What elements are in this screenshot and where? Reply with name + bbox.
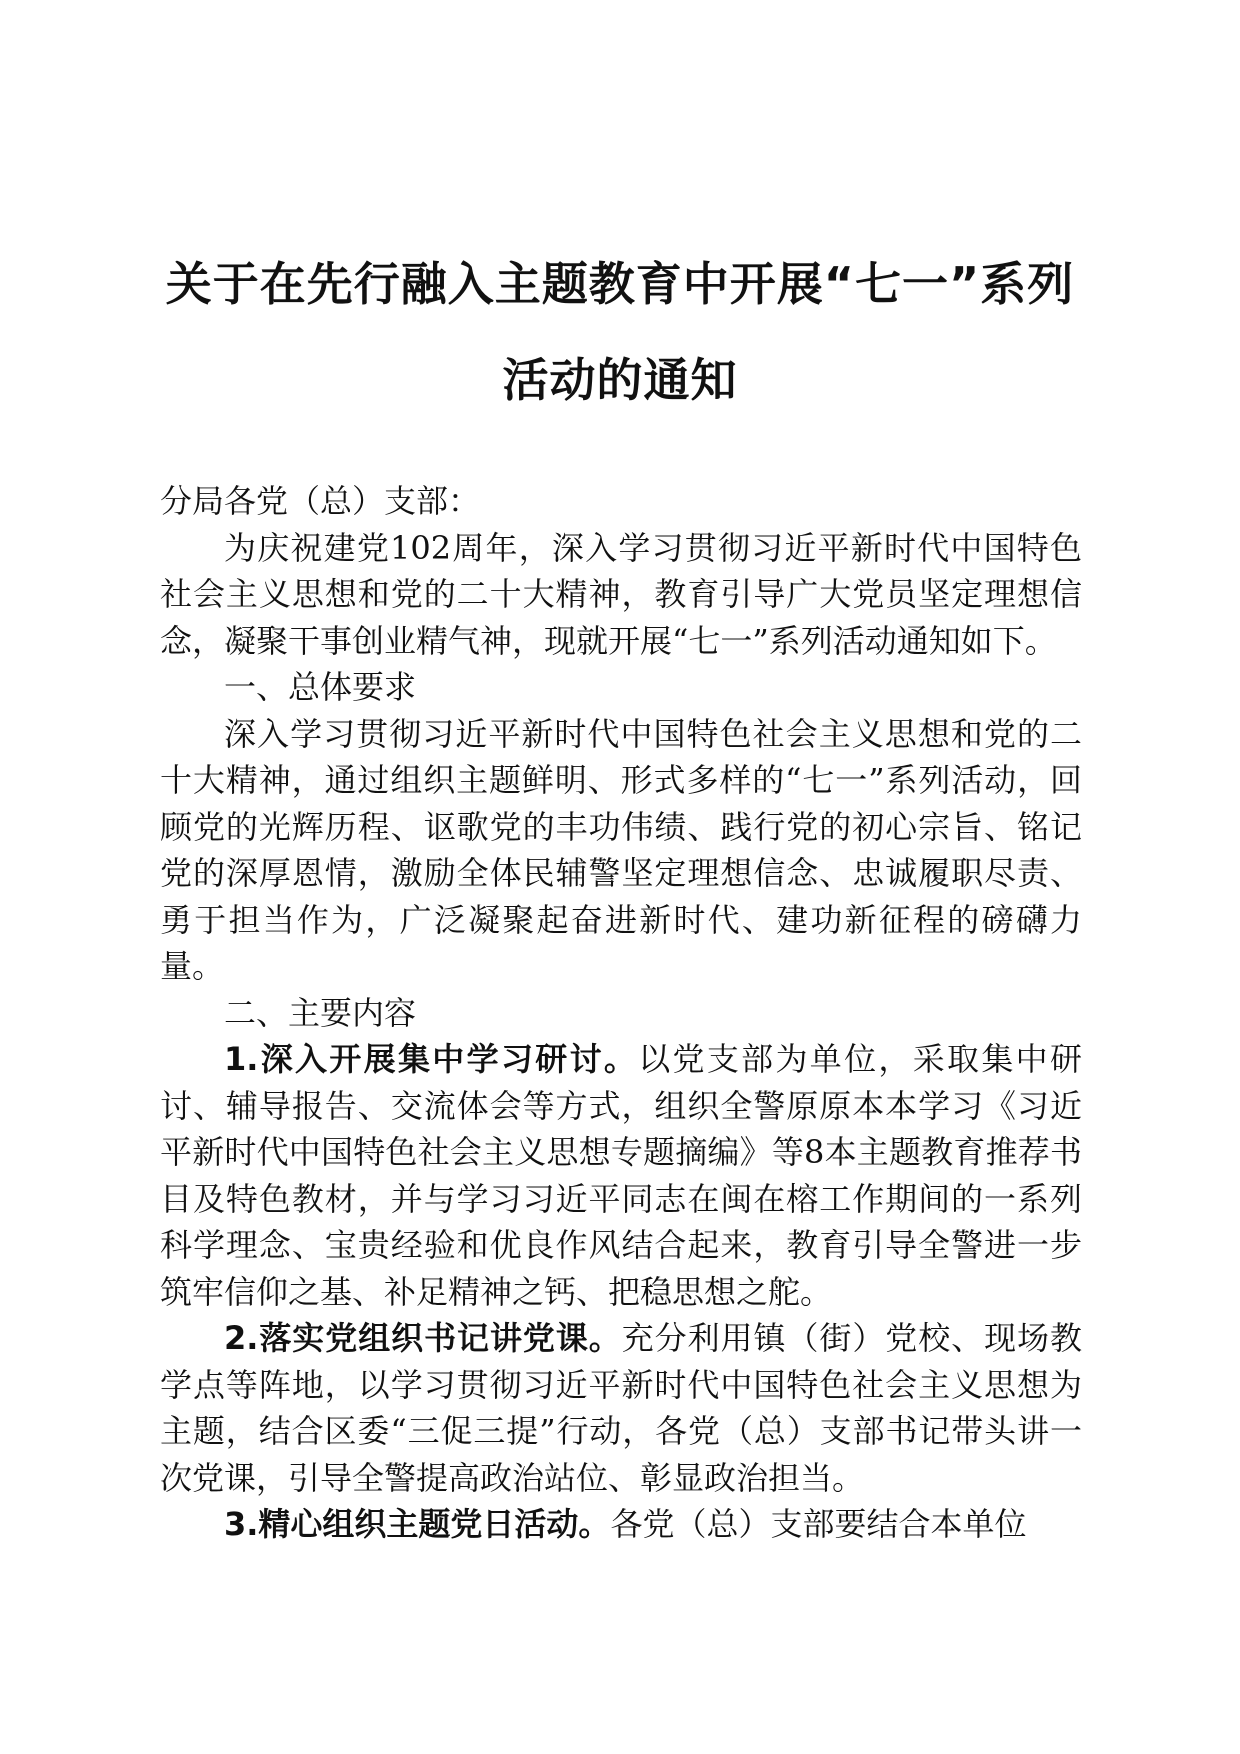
content-item-3-lead: 3.精心组织主题党日活动。 bbox=[224, 1505, 611, 1543]
content-item-1-text: 以党支部为单位，采取集中研讨、辅导报告、交流体会等方式，组织全警原原本本学习《习近平新时代中国特色社会主义思想专题摘编》等8本主题教育推荐书目及特色教材，并与学习习近平同志在闽在榕工作期间的一系列科学理念、宝贵经验和优良作风结合起来，教育引导全警进一步筑牢信仰之基、补足精神之钙、把稳思想之舵。 bbox=[160, 1040, 1082, 1311]
intro-paragraph: 为庆祝建党102周年，深入学习贯彻习近平新时代中国特色社会主义思想和党的二十大精神，教育引导广大党员坚定理想信念，凝聚干事创业精气神，现就开展“七一”系列活动通知如下。 bbox=[160, 528, 1082, 660]
content-item-2-lead: 2.落实党组织书记讲党课。 bbox=[224, 1319, 622, 1357]
content-item-1 bbox=[160, 1036, 1082, 1315]
content-item-3-text: 各党（总）支部要结合本单位 bbox=[610, 1505, 1027, 1543]
salutation: 分局各党（总）支部： bbox=[160, 482, 481, 520]
content-item-2-text: 充分利用镇（街）党校、现场教学点等阵地，以学习贯彻习近平新时代中国特色社会主义思想为主题，结合区委“三促三提”行动，各党（总）支部书记带头讲一次党课，引导全警提高政治站位、彰显政治担当。 bbox=[160, 1319, 1082, 1497]
document-title-line-2: 活动的通知 bbox=[502, 353, 738, 407]
document-title-line-1: 关于在先行融入主题教育中开展“七一”系列 bbox=[165, 257, 1075, 311]
content-item-3 bbox=[160, 1501, 1082, 1548]
content-item-2 bbox=[160, 1315, 1082, 1501]
section-2-heading: 二、主要内容 bbox=[224, 993, 417, 1032]
document-body bbox=[160, 478, 1082, 1548]
section-1-paragraph: 深入学习贯彻习近平新时代中国特色社会主义思想和党的二十大精神，通过组织主题鲜明、形式多样的“七一”系列活动，回顾党的光辉历程、讴歌党的丰功伟绩、践行党的初心宗旨、铭记党的深厚恩情，激励全体民辅警坚定理想信念、忠诚履职尽责、勇于担当作为，广泛凝聚起奋进新时代、建功新征程的磅礴力量。 bbox=[160, 714, 1082, 985]
section-1-heading: 一、总体要求 bbox=[224, 668, 417, 706]
content-item-1-lead: 1.深入开展集中学习研讨。 bbox=[224, 1040, 639, 1078]
